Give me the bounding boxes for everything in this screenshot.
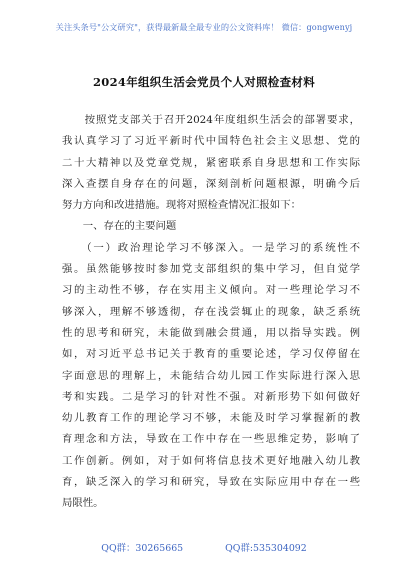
- text-line: 字面意思的理解上，未能结合幼儿园工作实际进行深入思: [62, 369, 360, 382]
- text-line: 二十大精神以及党章党规，紧密联系自身思想和工作实际: [62, 156, 360, 169]
- text-line: （一）政治理论学习不够深入。一是学习的系统性不: [62, 241, 360, 254]
- document-title: 2024年组织生活会党员个人对照检查材料: [92, 75, 315, 89]
- text-line: 一、存在的主要问题: [62, 220, 177, 233]
- text-line: 性的思考和研究，未能做到融会贯通，用以指导实践。例: [62, 326, 360, 339]
- header-promo-note: 关注头条号"公文研究"，获得最新最全最专业的公文资料库！ 微信：gongwenyj: [55, 22, 353, 32]
- section-heading: [62, 216, 360, 237]
- paragraph: [62, 238, 360, 515]
- text-line: 幼儿教育工作的理论学习不够，未能及时学习掌握新的教: [62, 412, 360, 425]
- text-line: 够深入，理解不够透彻，存在浅尝辄止的现象，缺乏系统: [62, 305, 360, 318]
- paragraph: [62, 110, 360, 216]
- text-line: 局限性。: [62, 497, 104, 510]
- text-line: 深入查摆自身存在的问题，深刻剖析问题根源，明确今后: [62, 177, 360, 190]
- text-line: 习的主动性不够，存在实用主义倾向。对一些理论学习不: [62, 284, 360, 297]
- text-line: 努力方向和改进措施。现将对照检查情况汇报如下：: [62, 199, 301, 212]
- footer-contacts: [0, 540, 408, 554]
- text-line: 育理念和方法，导致在工作中存在一些思维定势，影响了: [62, 433, 360, 446]
- text-line: 我认真学习了习近平新时代中国特色社会主义思想、党的: [62, 135, 360, 148]
- text-line: 按照党支部关于召开2024年度组织生活会的部署要求，: [62, 114, 360, 126]
- footer-qq-group-1: QQ群：30265665: [101, 543, 184, 554]
- document-body: [62, 110, 360, 515]
- text-line: 如，对习近平总书记关于教育的重要论述，学习仅停留在: [62, 348, 360, 361]
- footer-qq-group-2: QQ群:535304092: [225, 543, 307, 554]
- text-line: 育，缺乏深入的学习和研究，导致在实际应用中存在一些: [62, 476, 360, 489]
- text-line: 考和实践。二是学习的针对性不强。对新形势下如何做好: [62, 390, 360, 403]
- text-line: 工作创新。例如，对于如何将信息技术更好地融入幼儿教: [62, 454, 360, 467]
- text-line: 强。虽然能够按时参加党支部组织的集中学习，但自觉学: [62, 263, 360, 276]
